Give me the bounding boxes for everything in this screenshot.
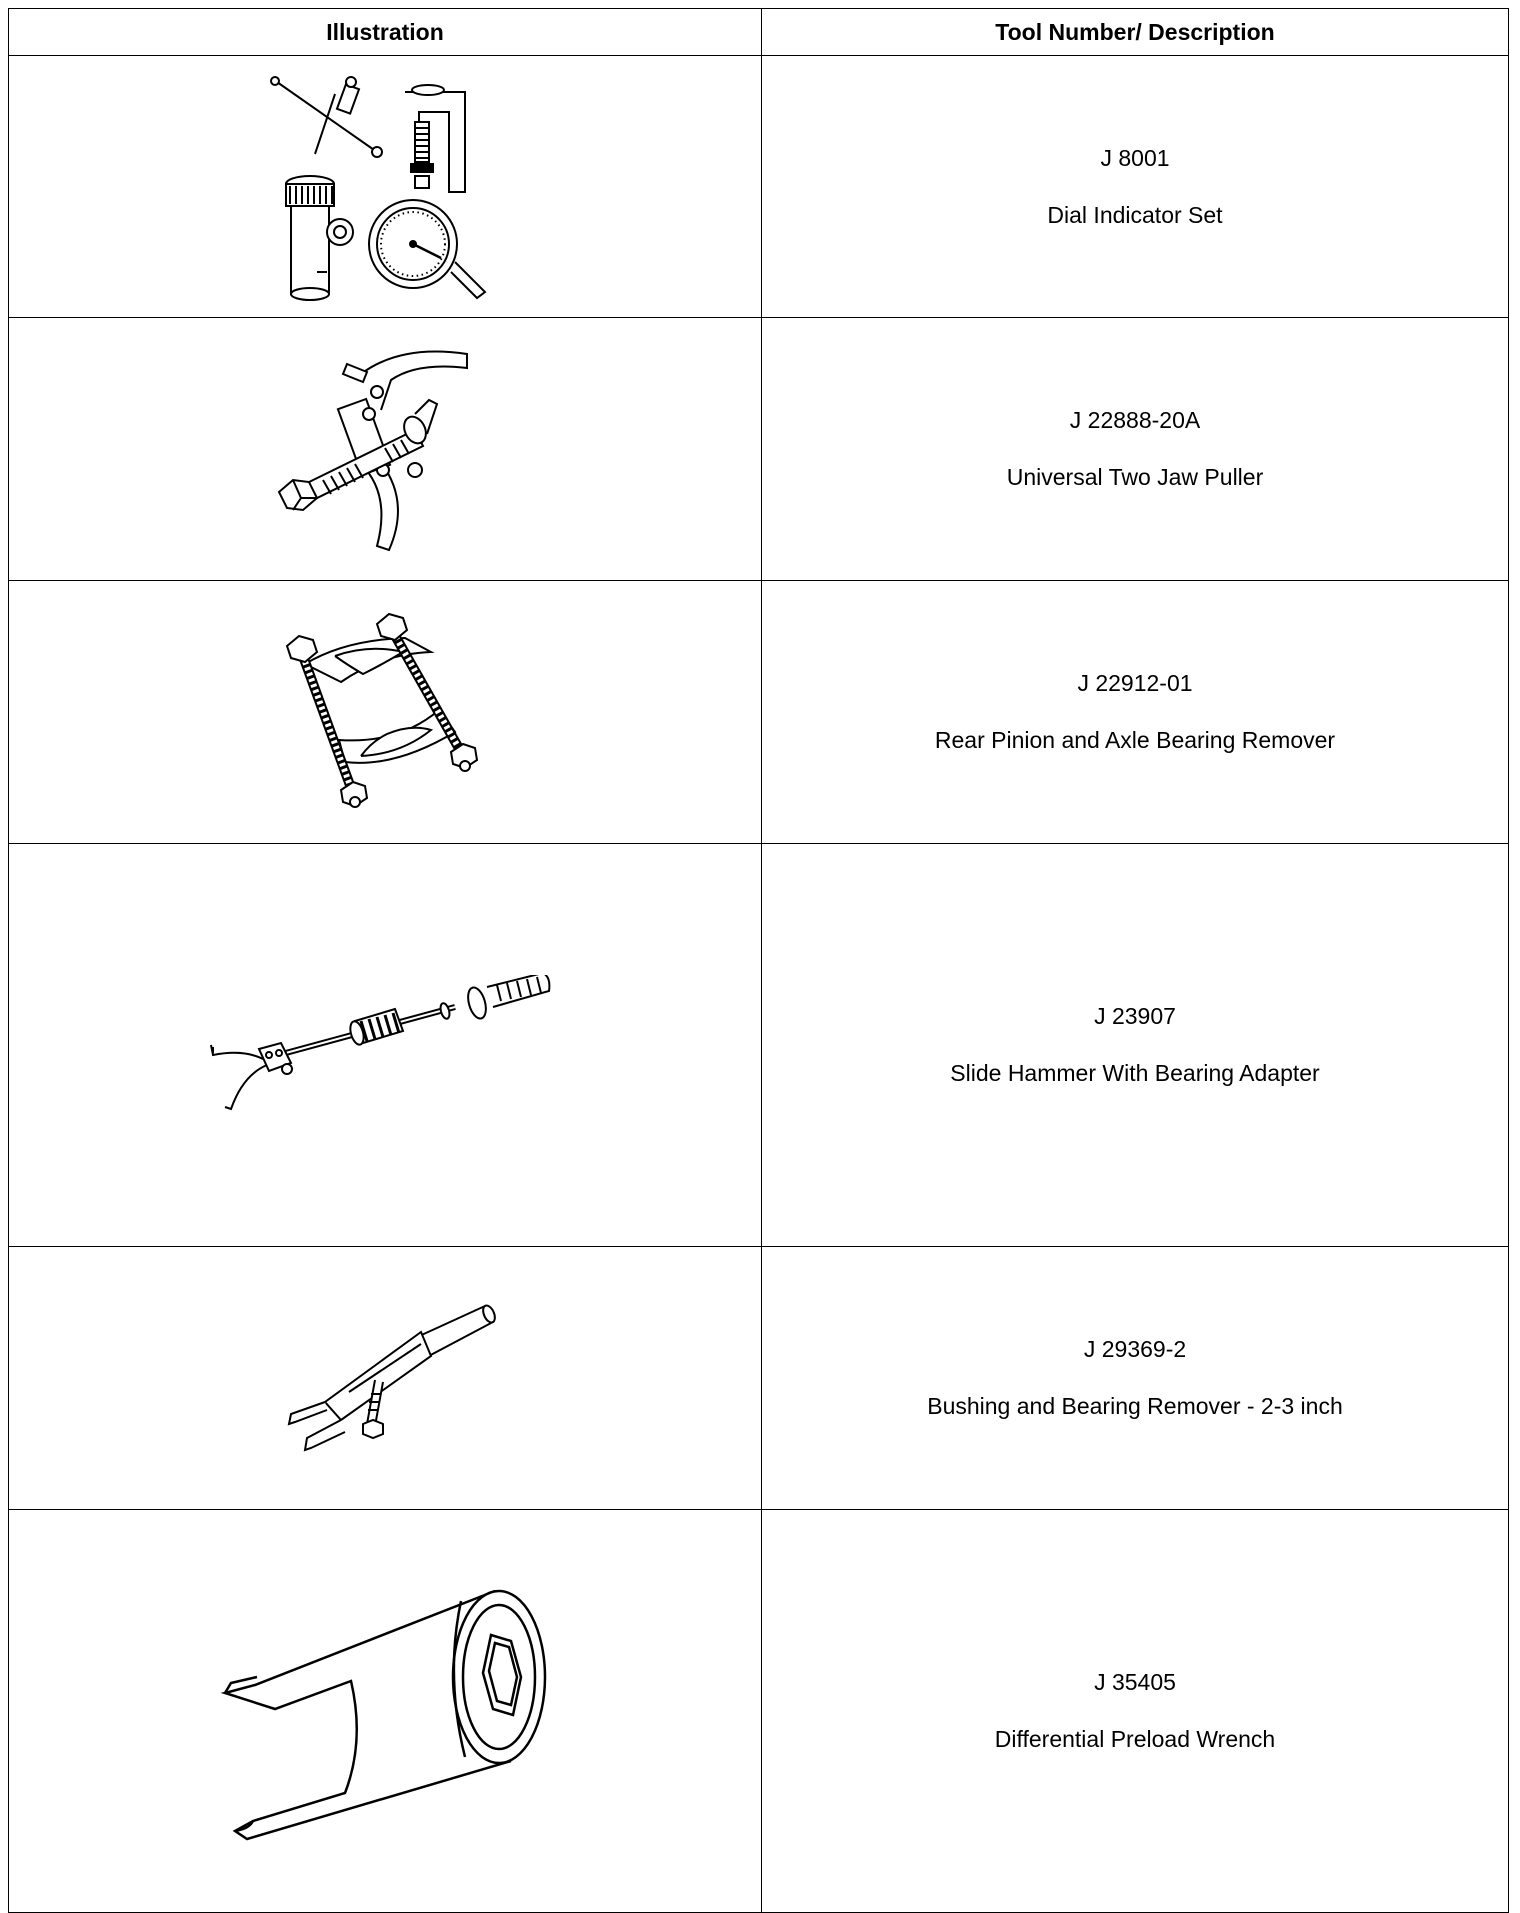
- table-row: [9, 1510, 1509, 1913]
- tool-description-cell: [762, 318, 1509, 581]
- bearing-separator-icon: [265, 612, 505, 812]
- table-row: [9, 56, 1509, 318]
- illustration-cell: [9, 581, 762, 844]
- tool-name: Differential Preload Wrench: [994, 1726, 1276, 1752]
- tool-number: J 29369-2: [1083, 1336, 1187, 1362]
- tool-description-cell: [762, 581, 1509, 844]
- tool-number: J 22912-01: [1077, 670, 1193, 696]
- header-row: [9, 9, 1509, 56]
- illustration-cell: [9, 1247, 762, 1510]
- preload-wrench-icon: [195, 1581, 575, 1841]
- tool-description-cell: [762, 844, 1509, 1247]
- table-row: [9, 318, 1509, 581]
- illustration-cell: [9, 1510, 762, 1913]
- slide-hammer-icon: [205, 975, 565, 1115]
- dial-indicator-set-icon: [265, 72, 505, 302]
- tool-description-cell: [762, 1247, 1509, 1510]
- illustration-cell: [9, 56, 762, 318]
- table-row: [9, 844, 1509, 1247]
- tool-name: Dial Indicator Set: [1047, 201, 1223, 228]
- tool-number: J 8001: [1100, 144, 1170, 171]
- tool-description-cell: [762, 1510, 1509, 1913]
- illustration-cell: [9, 844, 762, 1247]
- header-tool-description: Tool Number/ Description: [762, 9, 1509, 56]
- illustration-cell: [9, 318, 762, 581]
- tool-description-cell: [762, 56, 1509, 318]
- two-jaw-puller-icon: [265, 344, 505, 554]
- tool-name: Rear Pinion and Axle Bearing Remover: [934, 727, 1336, 753]
- special-tools-table: [8, 8, 1509, 1913]
- bushing-remover-icon: [265, 1298, 505, 1458]
- tool-number: J 35405: [1094, 1669, 1176, 1695]
- table-row: [9, 1247, 1509, 1510]
- tool-name: Universal Two Jaw Puller: [1006, 464, 1264, 490]
- tool-name: Bushing and Bearing Remover - 2-3 inch: [927, 1393, 1343, 1419]
- tool-number: J 22888-20A: [1069, 407, 1201, 433]
- tool-number: J 23907: [1094, 1003, 1176, 1029]
- tool-name: Slide Hammer With Bearing Adapter: [950, 1060, 1320, 1086]
- header-illustration: Illustration: [9, 9, 762, 56]
- table-row: [9, 581, 1509, 844]
